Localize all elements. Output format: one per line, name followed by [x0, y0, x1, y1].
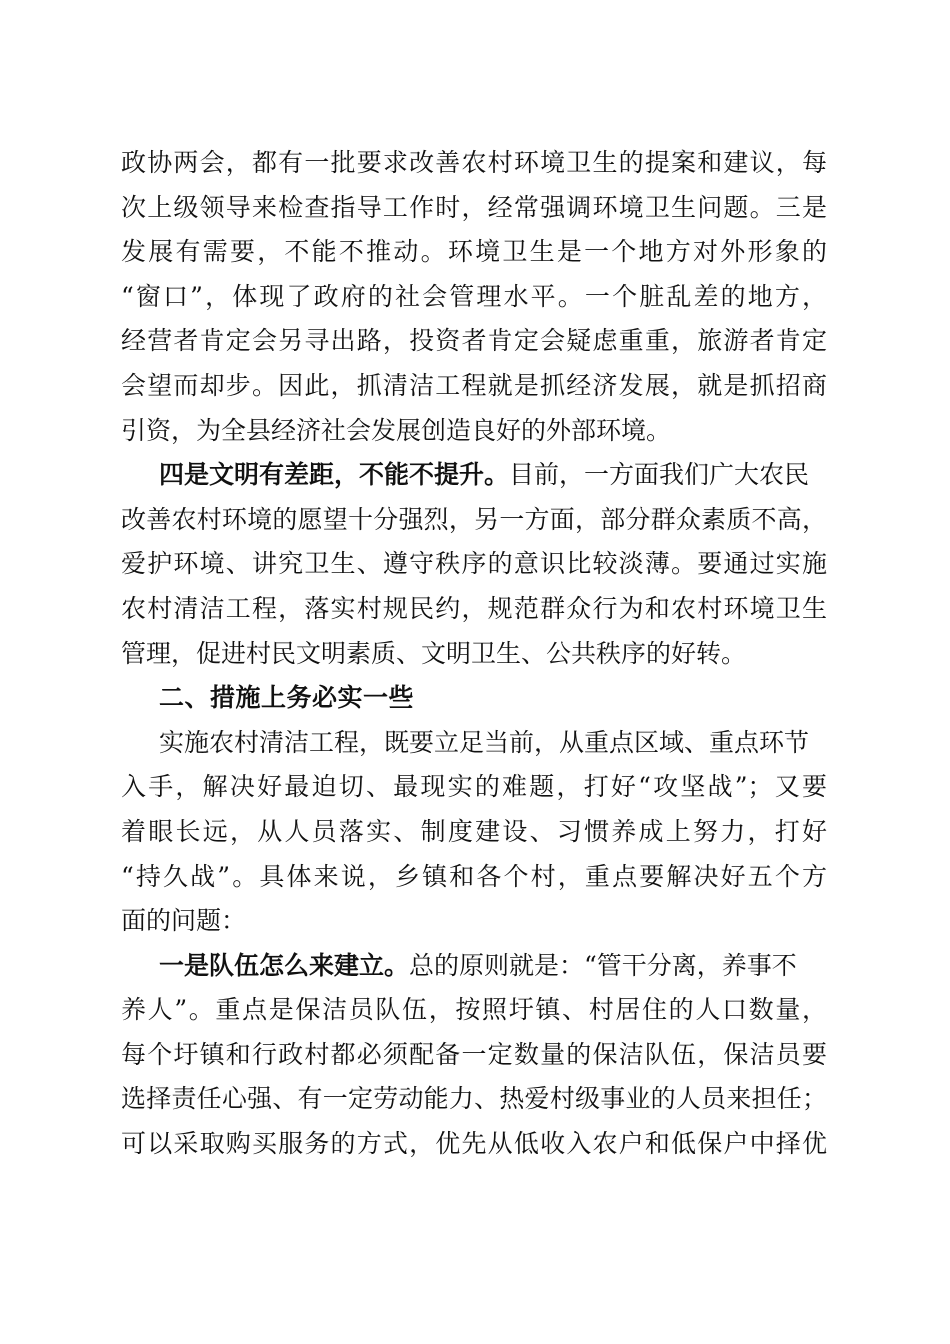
text-line: 着眼长远，从人员落实、制度建设、习惯养成上努力，打好	[121, 816, 827, 846]
text-line	[121, 453, 827, 498]
text-line: 政协两会，都有一批要求改善农村环境卫生的提案和建议，每	[121, 148, 827, 177]
text-line: 可以采取购买服务的方式，优先从低收入农户和低保户中择优	[121, 1129, 827, 1159]
paragraph-4	[121, 944, 827, 1167]
text-line: “窗口”，体现了政府的社会管理水平。一个脏乱差的地方，	[121, 281, 827, 311]
text-line: 发展有需要，不能不推动。环境卫生是一个地方对外形象的	[121, 237, 827, 267]
text-line: “持久战”。具体来说，乡镇和各个村，重点要解决好五个方	[121, 861, 827, 891]
text-line: 农村清洁工程，落实村规民约，规范群众行为和农村环境卫生	[121, 593, 827, 623]
text-line: 选择责任心强、有一定劳动能力、热爱村级事业的人员来担任；	[121, 1084, 827, 1114]
paragraph-lead: 一是队伍怎么来建立。	[159, 950, 410, 980]
text-segment: 总的原则就是：“管干分离，养事不	[409, 950, 797, 980]
document-body	[121, 141, 827, 1167]
paragraph-lead: 四是文明有差距，不能不提升。	[159, 460, 510, 490]
text-line: 面的问题：	[121, 906, 247, 936]
text-line: 经营者肯定会另寻出路，投资者肯定会疑虑重重，旅游者肯定	[121, 326, 827, 356]
text-line: 入手，解决好最迫切、最现实的难题，打好“攻坚战”；又要	[121, 772, 827, 802]
text-line: 次上级领导来检查指导工作时，经常强调环境卫生问题。三是	[121, 192, 827, 222]
text-line: 实施农村清洁工程，既要立足当前，从重点区域、重点环节	[159, 727, 810, 757]
text-line: 引资，为全县经济社会发展创造良好的外部环境。	[121, 415, 672, 445]
text-line: 改善农村环境的愿望十分强烈，另一方面，部分群众素质不高，	[121, 504, 827, 534]
paragraph-2	[121, 453, 827, 676]
text-line	[121, 944, 827, 989]
text-line: 管理，促进村民文明素质、文明卫生、公共秩序的好转。	[121, 638, 747, 668]
text-line: 会望而却步。因此，抓清洁工程就是抓经济发展，就是抓招商	[121, 370, 827, 400]
paragraph-1	[121, 141, 827, 453]
section-heading: 二、措施上务必实一些	[159, 683, 415, 713]
text-segment: 目前，一方面我们广大农民	[509, 460, 810, 490]
paragraph-3	[121, 721, 827, 944]
text-line: 养人”。重点是保洁员队伍，按照圩镇、村居住的人口数量，	[121, 995, 827, 1025]
text-line: 爱护环境、讲究卫生、遵守秩序的意识比较淡薄。要通过实施	[121, 549, 827, 579]
text-line: 每个圩镇和行政村都必须配备一定数量的保洁队伍，保洁员要	[121, 1039, 827, 1069]
